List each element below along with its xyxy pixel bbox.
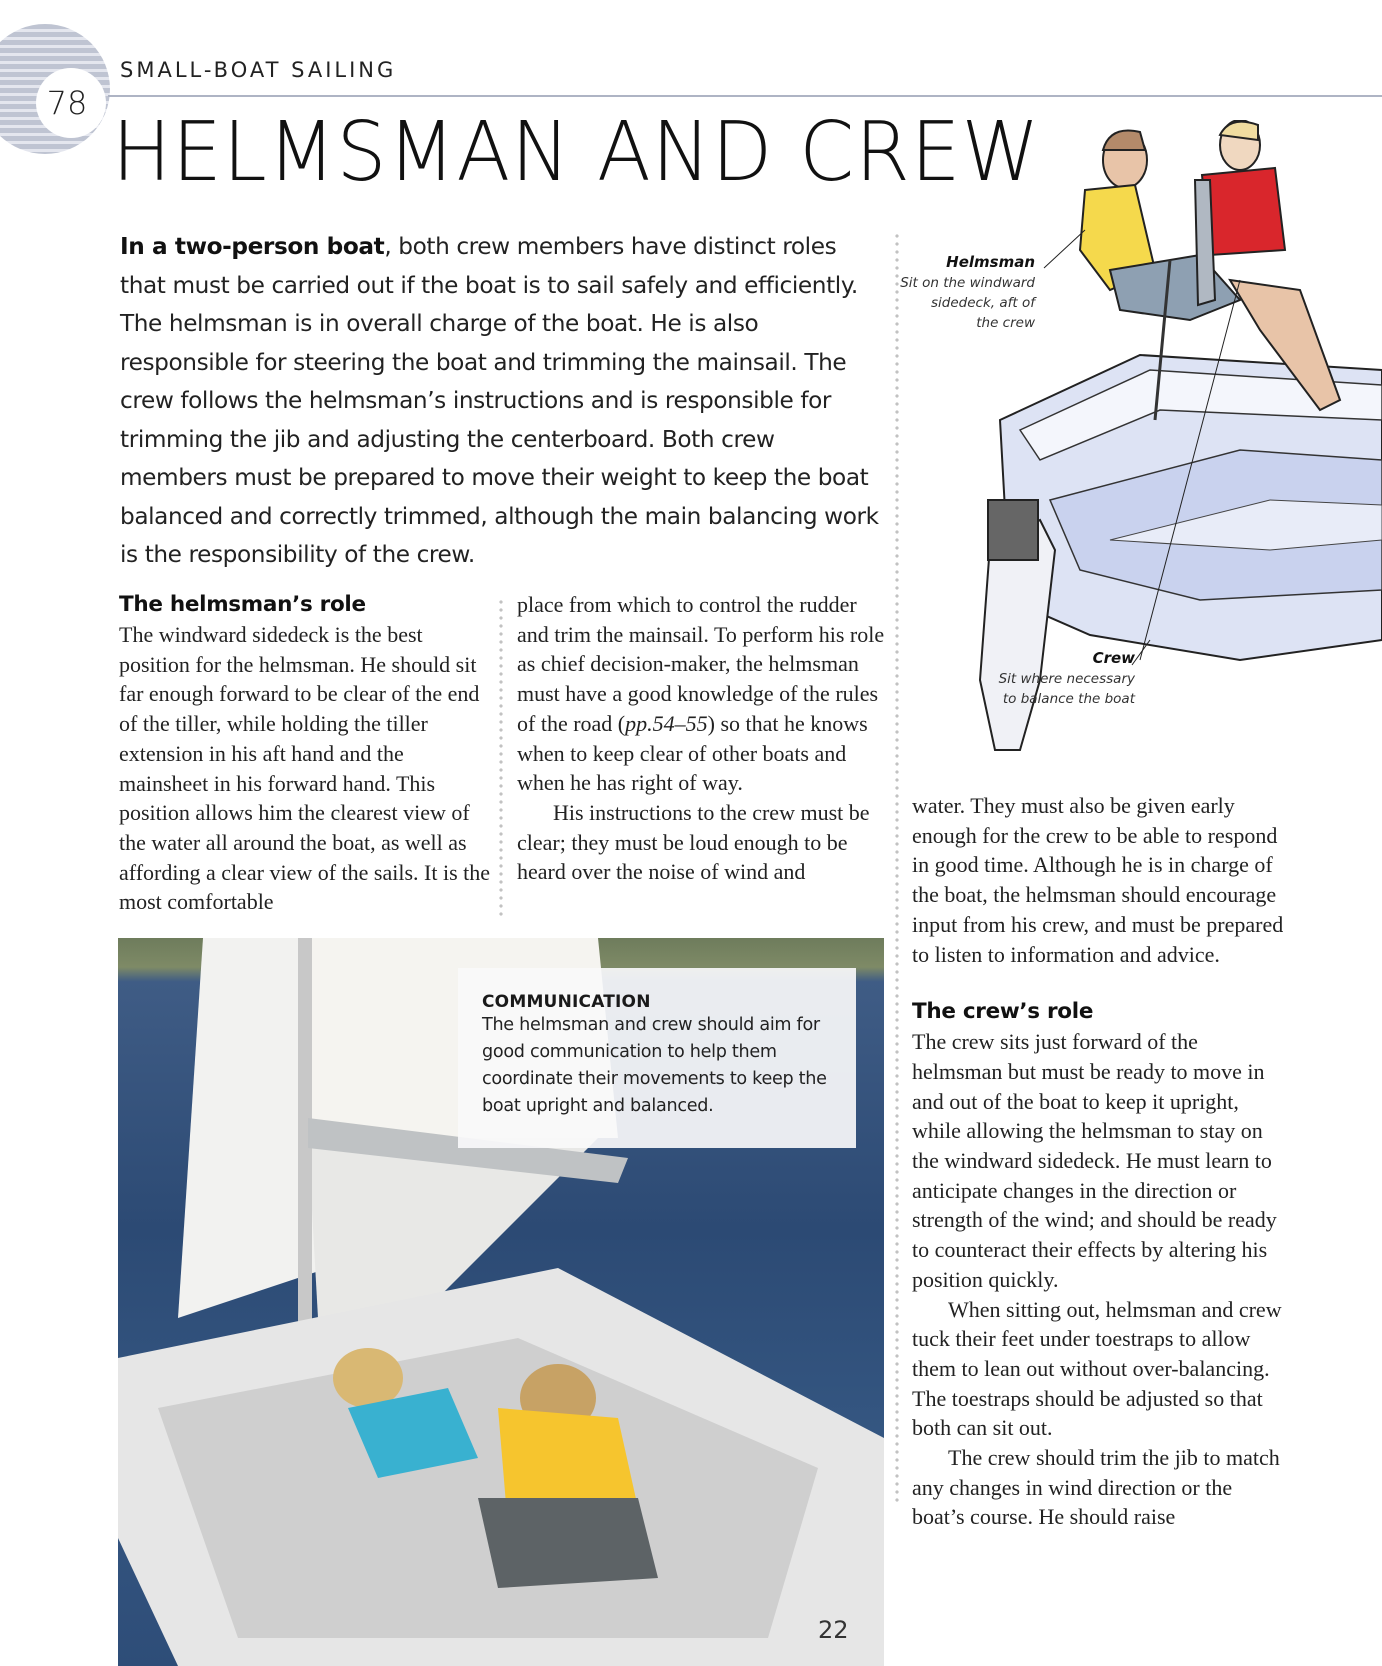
text-span: place from which to control the rudder and trim the mainsail. To perform his role as chief decision-maker, the helmsman must have a good knowledge of the rules of the road (	[517, 592, 885, 736]
crew-role-text-1: The crew sits just forward of the helmsman but must be ready to move in and out of the boat to keep it upright, while allowing the helmsman to stay on the windward sidedeck. He must learn to anticipate changes in the direction or strength of the wind; and should be ready to counteract their effects by altering his position quickly.	[912, 1029, 1277, 1292]
text-span: ) so that he knows when to keep clear of other boats and when he has right of way.	[517, 710, 868, 796]
page-title: HELMSMAN AND CREW	[112, 105, 1041, 200]
crew-label-title: Crew	[1092, 649, 1135, 667]
column-divider	[895, 232, 899, 1502]
crew-role-text-2: When sitting out, helmsman and crew tuck their feet under toestraps to allow them to lean out without over-balancing. The toestraps should be adjusted so that both can sit out.	[912, 1296, 1282, 1441]
intro-text: , both crew members have distinct roles that must be carried out if the boat is to sail safely and efficiently. The helmsman is in overall charge of the boat. He is also responsible for steering the boat and trimming the mainsail. The crew follows the helmsman’s instructions and is responsible for trimming the jib and adjusting the centerboard. Both crew members must be prepared to move their weight to keep the boat balanced and correctly trimmed, although the main balancing work is the responsibility of the crew.	[120, 233, 879, 568]
crew-label-desc: Sit where necessary	[998, 671, 1135, 687]
helmsman-label-desc: sidedeck, aft of	[931, 295, 1035, 311]
helmsman-role-text: The windward sidedeck is the best position for the helmsman. He should sit far enough forward to be clear of the end of the tiller, while holding the tiller extension in his aft hand and the mainsheet in his forward hand. This position allows him the clearest view of the water all around the boat, as well as affording a clear view of the sails. It is the most comfortable	[119, 622, 491, 915]
crew-role-text-3: The crew should trim the jib to match any changes in wind direction or the boat’s course. He should raise	[912, 1445, 1280, 1530]
section-label: SMALL-BOAT SAILING	[120, 58, 397, 82]
helmsman-role-column-3	[912, 791, 1284, 1532]
boat-diagram	[900, 120, 1382, 760]
callout-body: The helmsman and crew should aim for good communication to help them coordinate their movements to keep the boat upright and balanced.	[482, 1015, 827, 1116]
page-reference-link[interactable]: pp.54–55	[625, 710, 708, 736]
helmsman-role-column-1	[119, 590, 491, 917]
header-rule	[108, 95, 1382, 97]
page-number: 78	[36, 68, 106, 138]
helmsman-label-desc: Sit on the windward	[900, 275, 1035, 291]
intro-paragraph	[120, 228, 880, 575]
helmsman-role-text-2	[517, 590, 889, 798]
callout-title: COMMUNICATION	[482, 992, 651, 1012]
helmsman-label-title: Helmsman	[946, 253, 1035, 271]
intro-lead: In a two-person boat	[120, 233, 385, 260]
crew-label	[960, 648, 1135, 709]
communication-callout	[458, 968, 856, 1148]
helmsman-role-text-3: His instructions to the crew must be clear; they must be loud enough to be heard over the noise of wind and	[517, 799, 870, 885]
crew-label-desc: to balance the boat	[1002, 691, 1135, 707]
helmsman-role-text-4: water. They must also be given early enough for the crew to be able to respond in good time. Although he is in charge of the boat, the helmsman should encourage input from his crew, and must be prepared to listen to information and advice.	[912, 793, 1284, 967]
helmsman-role-column-2	[517, 590, 889, 887]
sail-number: 22	[818, 1616, 849, 1644]
helmsman-role-heading: The helmsman’s role	[119, 592, 366, 617]
crew-role-heading: The crew’s role	[912, 999, 1094, 1025]
column-divider	[499, 598, 503, 918]
helmsman-label	[880, 252, 1035, 333]
helmsman-label-desc: the crew	[976, 315, 1035, 331]
